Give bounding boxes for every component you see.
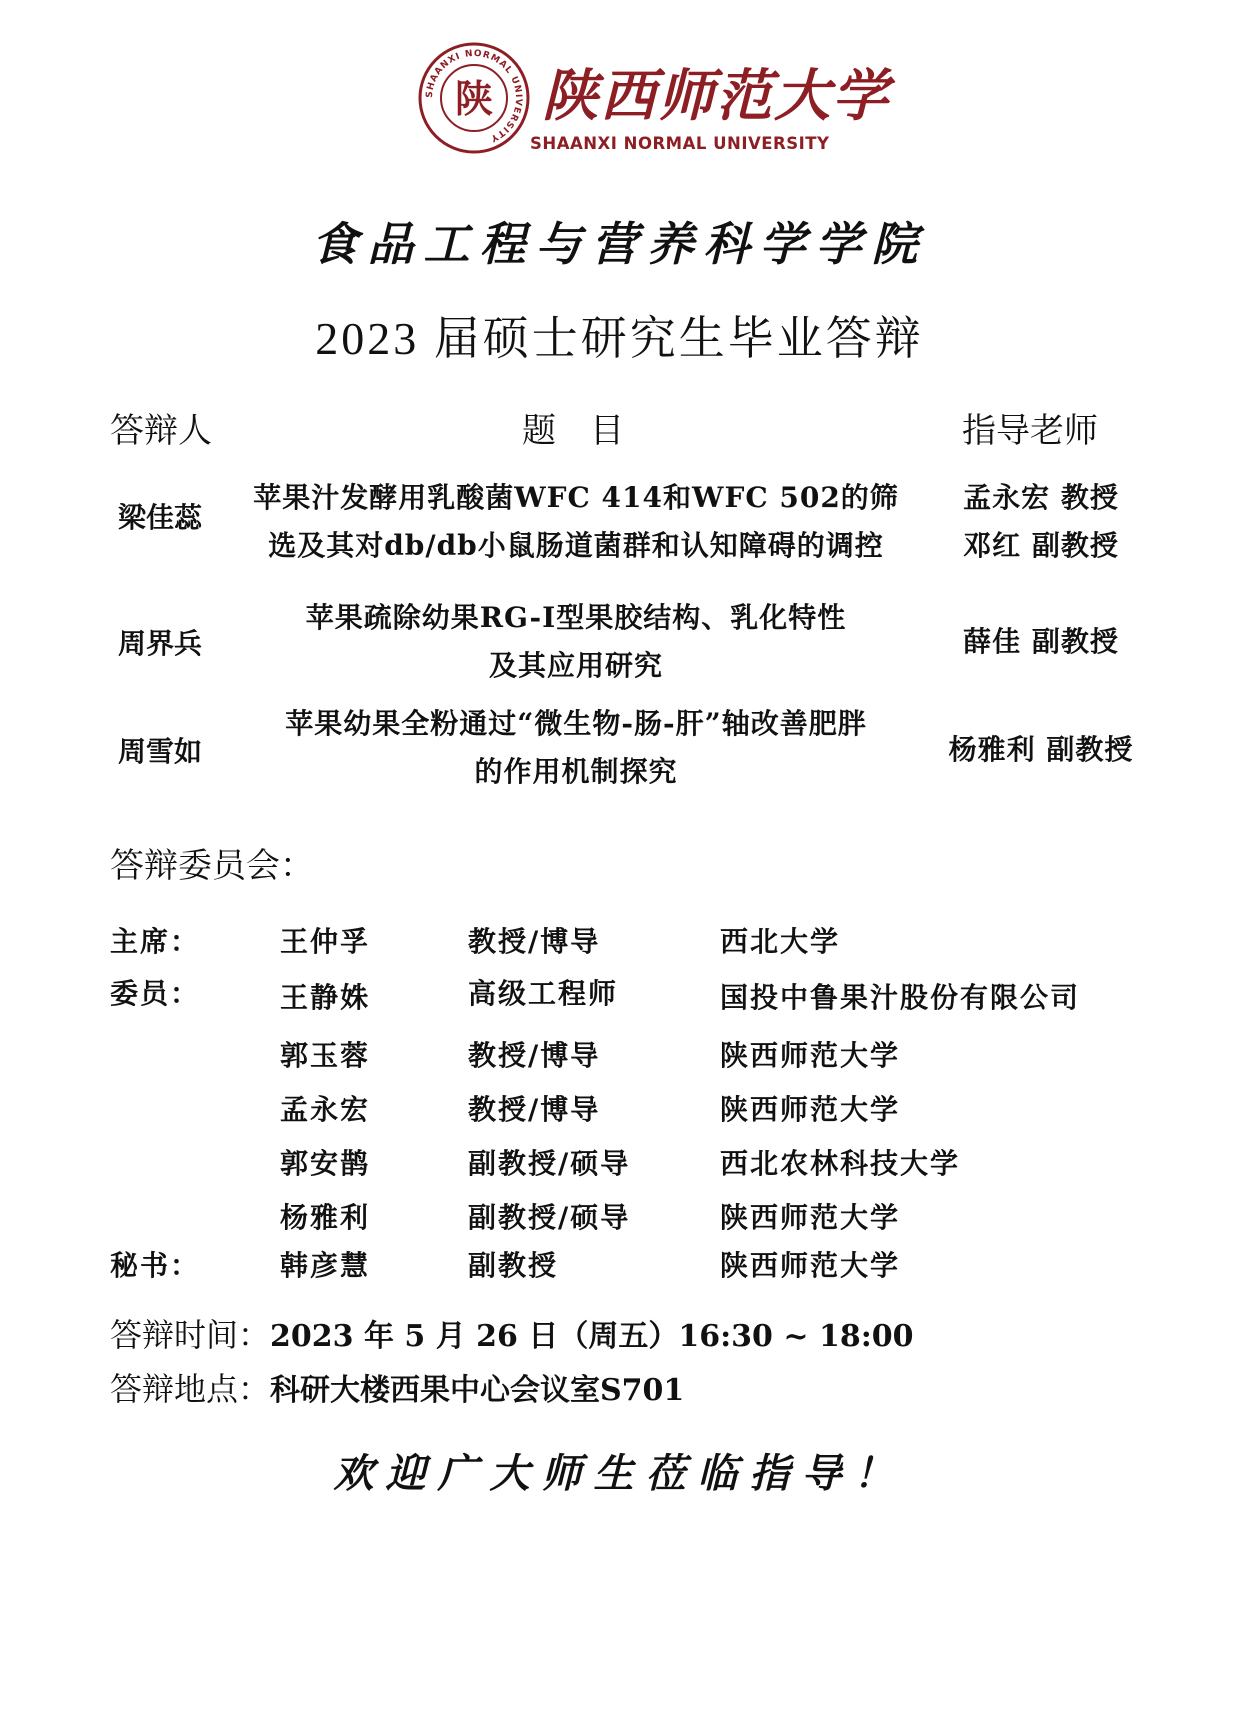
header-advisor: 指导老师 (962, 411, 1098, 451)
committee-role: 秘书： (110, 1249, 201, 1282)
defense-time-value: 2023 年 5 月 26 日（周五）16:30 ~ 18:00 (270, 1319, 914, 1354)
committee-title: 副教授/硕导 (468, 1147, 631, 1180)
event-title: 2023 届硕士研究生毕业答辩 (315, 313, 924, 364)
committee-institution: 西北大学 (720, 925, 841, 958)
committee-heading: 答辩委员会： (110, 846, 314, 886)
candidate-name: 周界兵 (118, 627, 203, 660)
advisors (936, 474, 1146, 570)
header-candidate: 答辩人 (110, 411, 212, 451)
committee-institution: 陕西师范大学 (720, 1039, 901, 1072)
topic-line: 及其应用研究 (488, 649, 663, 682)
topic-line: 苹果幼果全粉通过“微生物-肠-肝”轴改善肥胖 (285, 707, 867, 740)
committee-institution: 陕西师范大学 (720, 1249, 901, 1282)
committee-name: 王静姝 (280, 981, 371, 1014)
committee-institution: 陕西师范大学 (720, 1093, 901, 1126)
advisors (936, 618, 1146, 666)
committee-title: 副教授/硕导 (468, 1201, 631, 1234)
seal-ring-text: SHAANXI NORMAL UNIVERSITY (424, 48, 524, 144)
committee-title: 教授/博导 (468, 1039, 601, 1072)
topic-line: 的作用机制探究 (474, 755, 678, 788)
welcome-message: 欢迎广大师生莅临指导！ (333, 1450, 906, 1497)
university-name-en: SHAANXI NORMAL UNIVERSITY (530, 134, 830, 153)
committee-institution: 西北农林科技大学 (720, 1147, 961, 1180)
committee-name: 杨雅利 (280, 1201, 371, 1234)
committee-title: 高级工程师 (468, 977, 619, 1010)
thesis-topic (246, 594, 906, 690)
topic-line: 苹果汁发酵用乳酸菌WFC 414和WFC 502的筛 (253, 481, 899, 514)
topic-line: 选及其对db/db小鼠肠道菌群和认知障碍的调控 (268, 529, 884, 562)
committee-institution: 陕西师范大学 (720, 1201, 901, 1234)
committee-name: 王仲孚 (280, 925, 371, 958)
university-logo (418, 42, 890, 162)
thesis-topic (246, 474, 906, 570)
committee-title: 教授/博导 (468, 1093, 601, 1126)
committee-title: 副教授 (468, 1249, 559, 1282)
advisor-name: 杨雅利 副教授 (948, 733, 1134, 766)
committee-institution: 国投中鲁果汁股份有限公司 (720, 981, 1081, 1014)
defense-time (110, 1310, 914, 1356)
committee-name: 郭玉蓉 (280, 1039, 371, 1072)
advisor-name: 邓红 副教授 (963, 529, 1119, 562)
defense-time-label: 答辩时间： (110, 1316, 271, 1354)
committee-role: 委员： (110, 977, 201, 1010)
university-seal-icon (418, 42, 530, 154)
seal-character: 陕 (454, 76, 494, 121)
advisor-name: 孟永宏 教授 (963, 481, 1119, 514)
advisor-name: 薛佳 副教授 (963, 625, 1119, 658)
committee-name: 郭安鹊 (280, 1147, 371, 1180)
university-name-cn: 陕西师范大学 (542, 63, 890, 129)
defense-place-value: 科研大楼西果中心会议室S701 (270, 1373, 685, 1408)
college-name: 食品工程与营养科学学院 (311, 217, 928, 271)
committee-name: 孟永宏 (280, 1093, 371, 1126)
thesis-topic (246, 700, 906, 796)
committee-role: 主席： (110, 925, 201, 958)
header-topic: 题目 (522, 411, 658, 451)
candidate-name: 梁佳蕊 (118, 501, 203, 534)
advisors (936, 726, 1146, 774)
defense-place-label: 答辩地点： (110, 1370, 271, 1408)
topic-line: 苹果疏除幼果RG-I型果胶结构、乳化特性 (305, 601, 847, 634)
committee-name: 韩彦慧 (280, 1249, 371, 1282)
candidate-name: 周雪如 (118, 735, 203, 768)
committee-title: 教授/博导 (468, 925, 601, 958)
defense-place (110, 1364, 684, 1410)
